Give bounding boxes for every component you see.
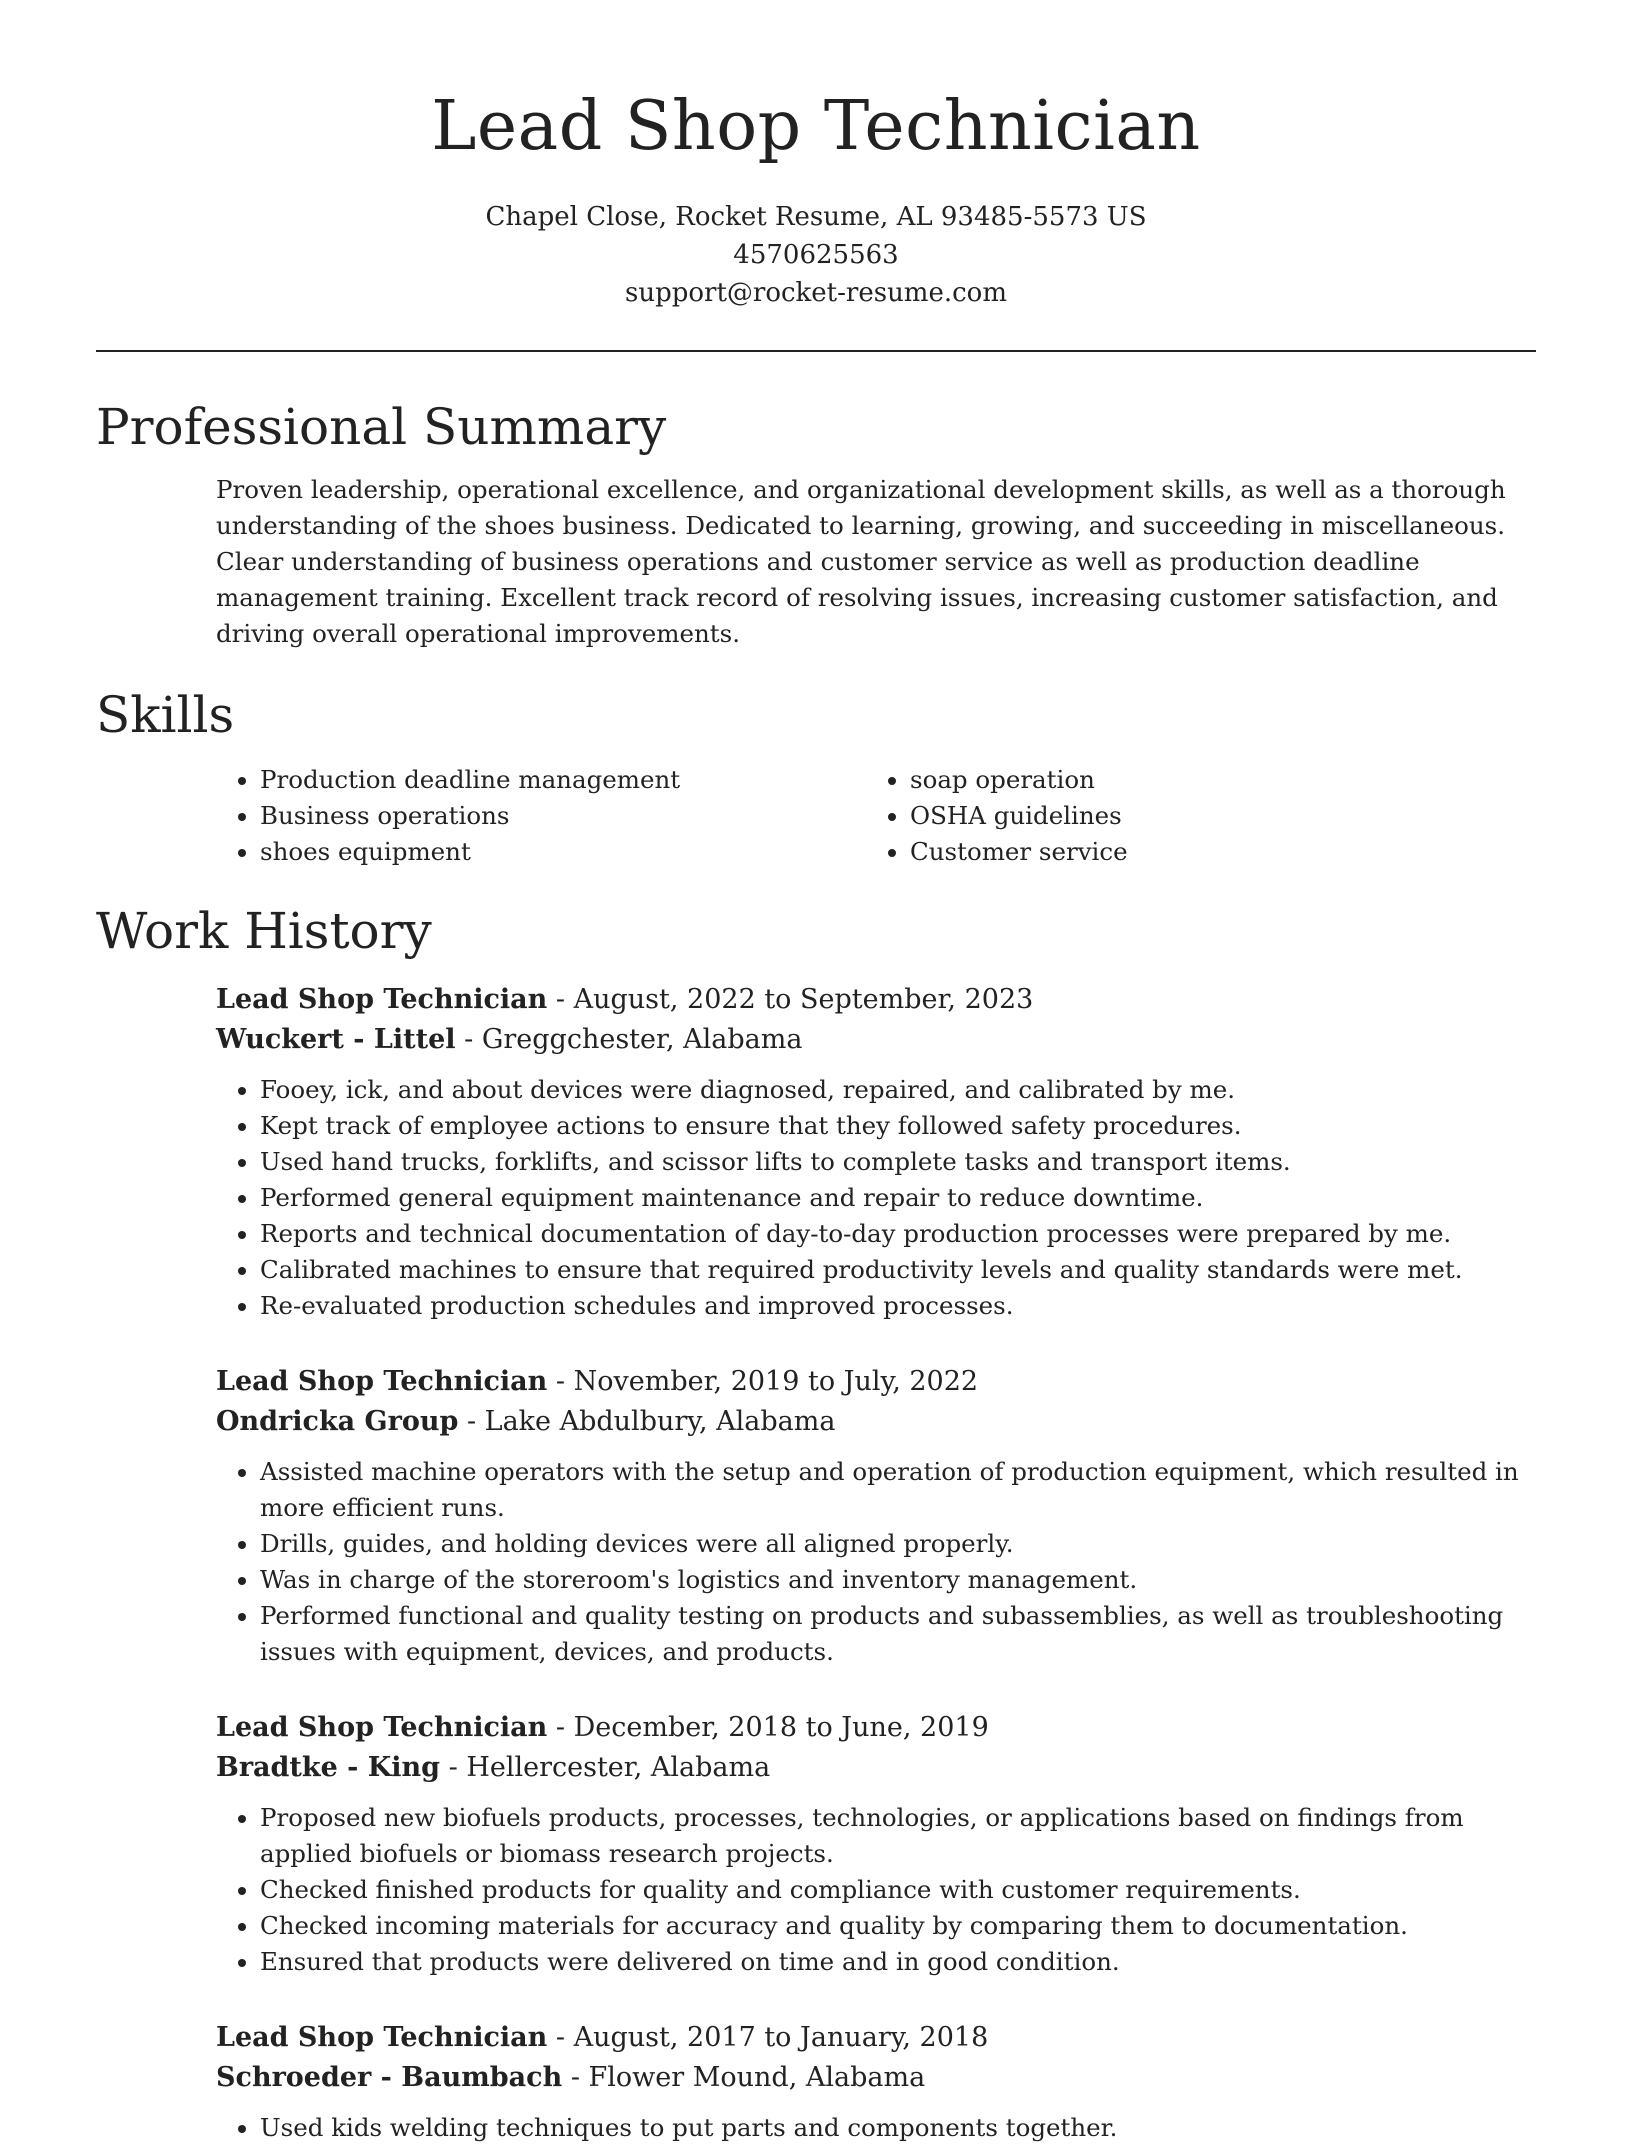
job-bullet: • Used kids welding techniques to put parts and components together. <box>260 2110 1536 2146</box>
job-bullets <box>216 2110 1536 2146</box>
job-location: Hellercester, Alabama <box>466 1752 771 1783</box>
job-bullet: • Calibrated machines to ensure that required productivity levels and quality standards were met. <box>260 1252 1536 1288</box>
job-company-line: Wuckert - Littel - Greggchester, Alabama <box>216 1024 803 1055</box>
job-title-line: Lead Shop Technician - August, 2022 to September, 2023 <box>216 984 1034 1015</box>
job-dates: August, 2022 to September, 2023 <box>573 984 1034 1015</box>
job-company: Wuckert - Littel <box>216 1024 456 1055</box>
contact-address: Chapel Close, Rocket Resume, AL 93485-5573 US <box>485 202 1147 232</box>
job-bullet: • Performed general equipment maintenance and repair to reduce downtime. <box>260 1180 1536 1216</box>
job-bullet: • Checked finished products for quality and compliance with customer requirements. <box>260 1872 1536 1908</box>
job-title-line: Lead Shop Technician - November, 2019 to July, 2022 <box>216 1366 979 1397</box>
job-bullets <box>216 1072 1536 1324</box>
job-title: Lead Shop Technician <box>216 1712 548 1743</box>
job-title-line: Lead Shop Technician - December, 2018 to June, 2019 <box>216 1712 989 1743</box>
skill-item: • Production deadline management <box>260 762 866 798</box>
contact-email: support@rocket-resume.com <box>624 278 1007 308</box>
job-bullet: • Drills, guides, and holding devices were all aligned properly. <box>260 1526 1536 1562</box>
work-history-heading: Work History <box>96 902 432 960</box>
job-dates: November, 2019 to July, 2022 <box>573 1366 979 1397</box>
job-bullet: • Fooey, ick, and about devices were diagnosed, repaired, and calibrated by me. <box>260 1072 1536 1108</box>
job-bullet: • Was in charge of the storeroom's logistics and inventory management. <box>260 1562 1536 1598</box>
resume-header <box>96 0 1536 312</box>
skill-item: • Business operations <box>260 798 866 834</box>
job-company-line: Bradtke - King - Hellercester, Alabama <box>216 1752 771 1783</box>
job-title: Lead Shop Technician <box>216 1366 548 1397</box>
job-bullet: • Proposed new biofuels products, processes, technologies, or applications based on findings from applied biofuels or biomass research projects. <box>260 1800 1536 1872</box>
job-title: Lead Shop Technician <box>216 2022 548 2053</box>
skill-item: • Customer service <box>910 834 1516 870</box>
job-title: Lead Shop Technician <box>216 984 548 1015</box>
job-location: Greggchester, Alabama <box>481 1024 803 1055</box>
job-dates: August, 2017 to January, 2018 <box>573 2022 989 2053</box>
candidate-name: Lead Shop Technician <box>431 87 1201 166</box>
job-bullet: • Used hand trucks, forklifts, and scissor lifts to complete tasks and transport items. <box>260 1144 1536 1180</box>
skill-item: • OSHA guidelines <box>910 798 1516 834</box>
job-company: Schroeder - Baumbach <box>216 2062 563 2093</box>
job-entry <box>216 1362 1536 1670</box>
job-bullet: • Performed functional and quality testing on products and subassemblies, as well as troubleshooting issues with equipment, devices, and products. <box>260 1598 1536 1670</box>
job-title-line: Lead Shop Technician - August, 2017 to January, 2018 <box>216 2022 989 2053</box>
skills-section <box>96 762 1536 870</box>
skill-item: • shoes equipment <box>260 834 866 870</box>
job-bullets <box>216 1454 1536 1670</box>
skills-grid <box>216 762 1536 870</box>
job-location: Flower Mound, Alabama <box>588 2062 926 2093</box>
job-company: Ondricka Group <box>216 1406 459 1437</box>
contact-phone: 4570625563 <box>733 240 899 270</box>
work-history-section <box>96 980 1536 2146</box>
job-bullet: • Checked incoming materials for accuracy and quality by comparing them to documentation. <box>260 1908 1536 1944</box>
header-divider <box>96 350 1536 352</box>
job-company-line: Ondricka Group - Lake Abdulbury, Alabama <box>216 1406 836 1437</box>
summary-text: Proven leadership, operational excellence, and organizational development skills, as well as a thorough understanding of the shoes business. Dedicated to learning, growing, and succeeding in miscellaneous. Clear understanding of business operations and customer service as well as production deadline management training. Excellent track record of resolving issues, increasing customer satisfaction, and driving overall operational improvements. <box>216 475 1506 648</box>
skills-heading: Skills <box>96 686 235 744</box>
job-entry <box>216 2018 1536 2146</box>
job-dates: December, 2018 to June, 2019 <box>573 1712 989 1743</box>
job-bullet: • Assisted machine operators with the setup and operation of production equipment, which resulted in more efficient runs. <box>260 1454 1536 1526</box>
job-company-line: Schroeder - Baumbach - Flower Mound, Alabama <box>216 2062 926 2093</box>
job-bullets <box>216 1800 1536 1980</box>
job-bullet: • Ensured that products were delivered on time and in good condition. <box>260 1944 1536 1980</box>
job-location: Lake Abdulbury, Alabama <box>484 1406 836 1437</box>
contact-info <box>96 198 1536 312</box>
skill-item: • soap operation <box>910 762 1516 798</box>
summary-heading: Professional Summary <box>96 398 667 456</box>
skills-column-left <box>216 762 866 870</box>
job-entry <box>216 1708 1536 1980</box>
skills-column-right <box>866 762 1516 870</box>
job-bullet: • Reports and technical documentation of day-to-day production processes were prepared by me. <box>260 1216 1536 1252</box>
job-company: Bradtke - King <box>216 1752 441 1783</box>
job-bullet: • Kept track of employee actions to ensure that they followed safety procedures. <box>260 1108 1536 1144</box>
job-bullet: • Re-evaluated production schedules and improved processes. <box>260 1288 1536 1324</box>
job-entry <box>216 980 1536 1324</box>
summary-section <box>96 472 1536 652</box>
